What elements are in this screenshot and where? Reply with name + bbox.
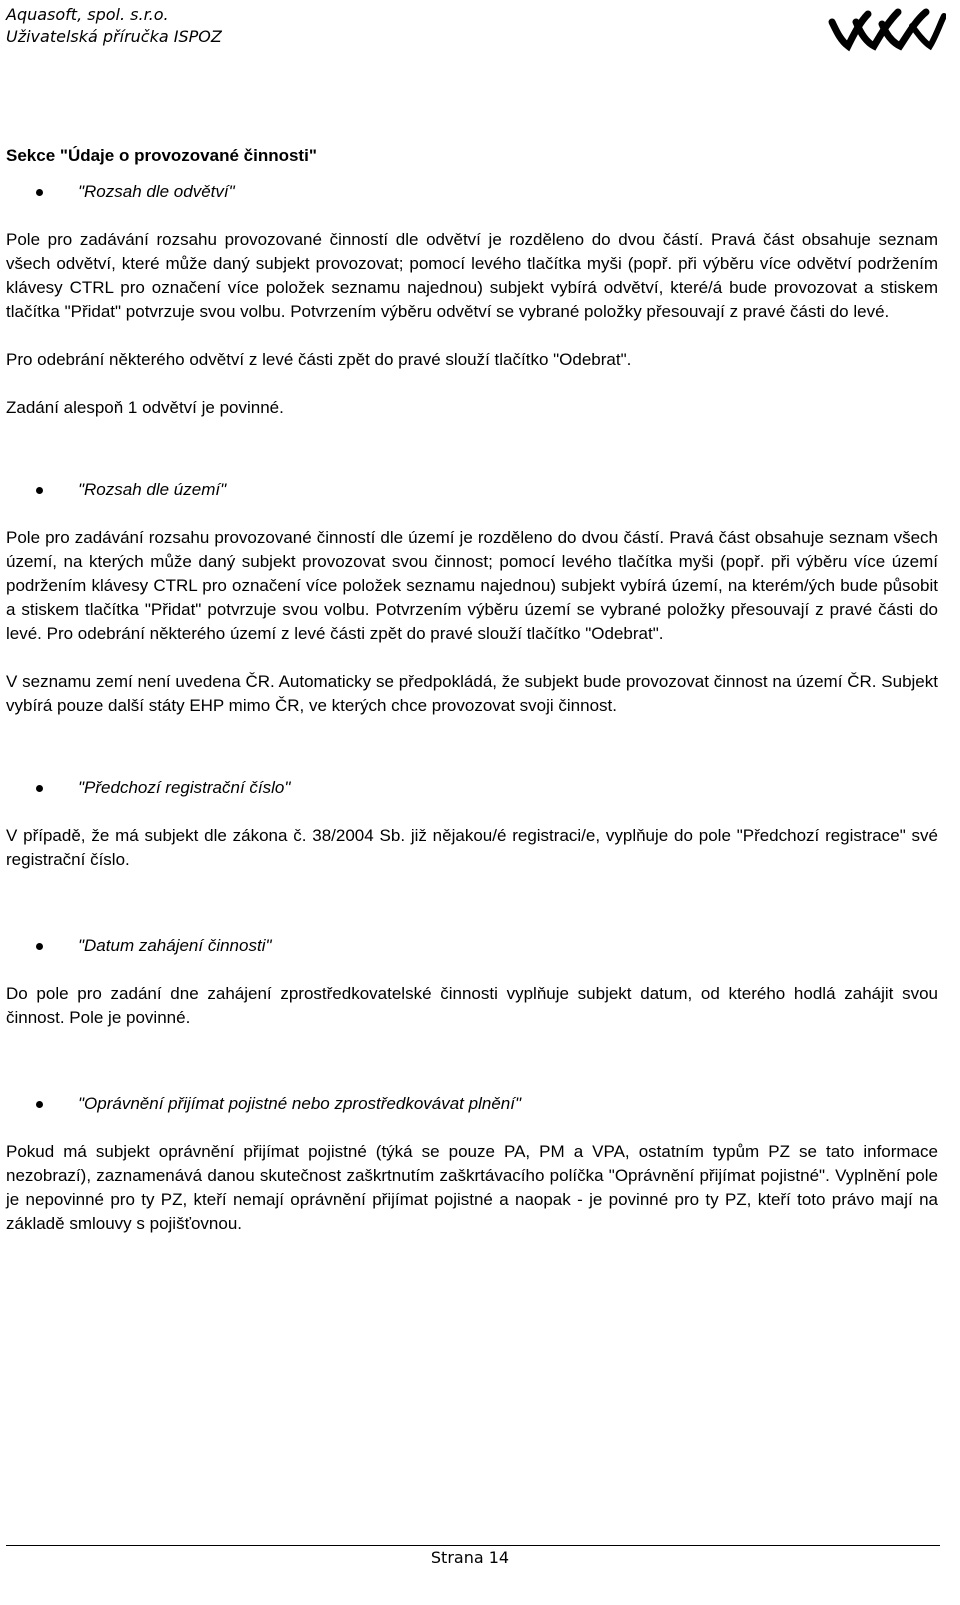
- bullet-icon: [36, 943, 43, 950]
- page-number: Strana 14: [430, 1548, 510, 1567]
- bullet-icon: [36, 487, 43, 494]
- page-header: [6, 4, 946, 54]
- paragraph: Do pole pro zadání dne zahájení zprostředkovatelské činnosti vyplňuje subjekt datum, od kterého hodlá zahájit svou činnost. Pole je povinné.: [6, 984, 938, 1027]
- paragraph: Zadání alespoň 1 odvětví je povinné.: [6, 398, 284, 417]
- bullet-datum-zahajeni: [6, 934, 938, 958]
- paragraph: Pole pro zadávání rozsahu provozované činností dle odvětví je rozděleno do dvou částí. Pravá část obsahuje seznam všech odvětví, které může daný subjekt provozovat; pomocí levého tlačítka myši (popř. při výběru více odvětví podržením klávesy CTRL pro označení více položek seznamu najednou) subjekt vybírá odvětví, které/á bude provozovat a stiskem tlačítka "Přidat" potvrzuje svou volbu. Potvrzením výběru odvětví se vybrané položky přesouvají z pravé části do levé.: [6, 230, 938, 321]
- paragraph: Pokud má subjekt oprávnění přijímat pojistné (týká se pouze PA, PM a VPA, ostatním typům PZ se tato informace nezobrazí), zaznamenává danou skutečnost zaškrtnutím zaškrtávacího políčka "Oprávnění přijímat pojistné". Vyplnění pole je nepovinné pro ty PZ, kteří nemají oprávnění přijímat pojistné a naopak - je povinné pro ty PZ, kteří toto právo mají na základě smlouvy s pojišťovnou.: [6, 1142, 938, 1233]
- section-title: Sekce "Údaje o provozované činnosti": [6, 146, 317, 165]
- bullet-rozsah-odvetvi: [6, 180, 938, 204]
- company-logo: [826, 4, 946, 54]
- bullet-opravneni: [6, 1092, 938, 1116]
- bullet-title: "Rozsah dle odvětví": [78, 182, 235, 201]
- paragraph: V seznamu zemí není uvedena ČR. Automaticky se předpokládá, že subjekt bude provozovat činnost na území ČR. Subjekt vybírá pouze další státy EHP mimo ČR, ve kterých chce provozovat svoji činnost.: [6, 672, 938, 715]
- bullet-icon: [36, 189, 43, 196]
- bullet-icon: [36, 785, 43, 792]
- bullet-title: "Oprávnění přijímat pojistné nebo zprostředkovávat plnění": [78, 1094, 521, 1113]
- paragraph: V případě, že má subjekt dle zákona č. 38/2004 Sb. již nějakou/é registraci/e, vyplňuje do pole "Předchozí registrace" své registrační číslo.: [6, 826, 938, 869]
- bullet-rozsah-uzemi: [6, 478, 938, 502]
- company-name: Aquasoft, spol. s.r.o.: [6, 5, 169, 24]
- paragraph: Pro odebrání některého odvětví z levé části zpět do pravé slouží tlačítko "Odebrat".: [6, 350, 632, 369]
- bullet-title: "Předchozí registrační číslo": [78, 778, 291, 797]
- bullet-icon: [36, 1101, 43, 1108]
- footer-divider: [6, 1545, 940, 1546]
- bullet-predchozi-registracni-cislo: [6, 776, 938, 800]
- paragraph: Pole pro zadávání rozsahu provozované činností dle území je rozděleno do dvou částí. Pravá část obsahuje seznam všech území, na kterých může daný subjekt provozovat svou činnost; pomocí levého tlačítka myši (popř. při výběru více území podržením klávesy CTRL pro označení více položek seznamu najednou) subjekt vybírá území, na kterém/ých bude působit a stiskem tlačítka "Přidat" potvrzuje svou volbu. Potvrzením výběru území se vybrané položky přesouvají z pravé části do levé. Pro odebrání některého území z levé části zpět do pravé slouží tlačítko "Odebrat".: [6, 528, 938, 643]
- bullet-title: "Rozsah dle území": [78, 480, 227, 499]
- bullet-title: "Datum zahájení činnosti": [78, 936, 272, 955]
- document-body: [6, 144, 938, 1260]
- header-text: [6, 4, 946, 48]
- document-title: Uživatelská příručka ISPOZ: [6, 27, 222, 46]
